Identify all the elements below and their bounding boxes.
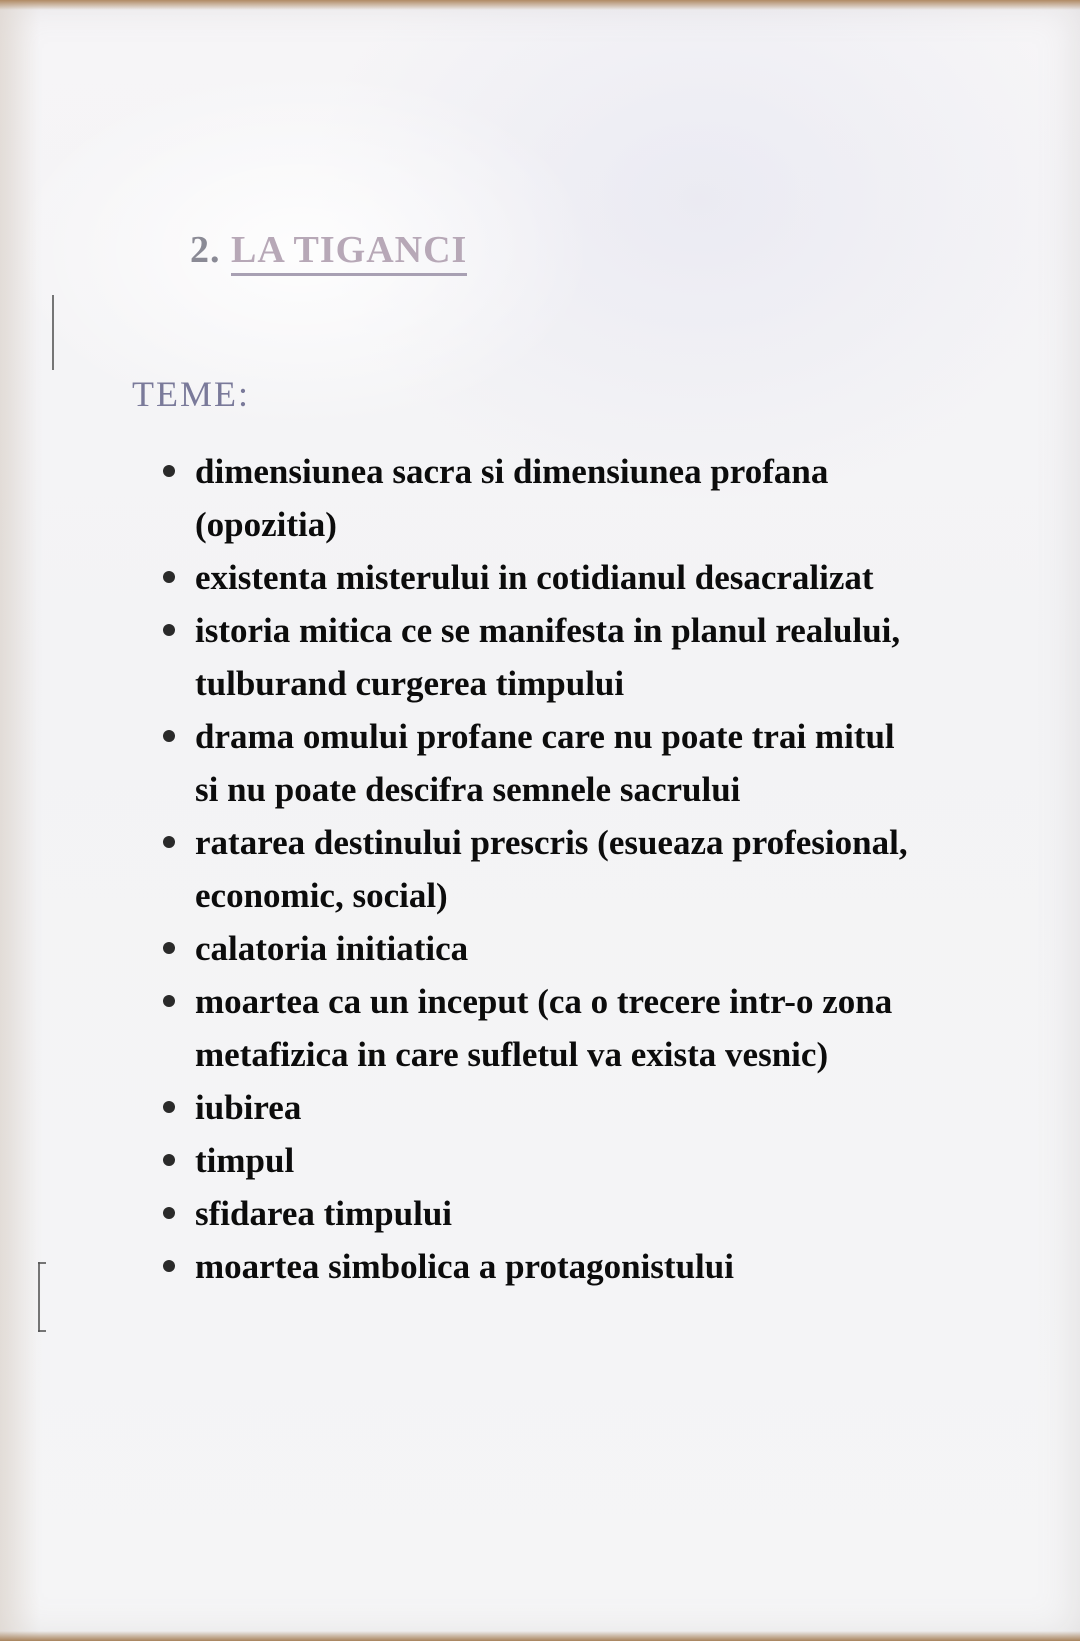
list-item xyxy=(160,551,920,604)
bullet-icon xyxy=(163,995,175,1007)
list-item xyxy=(160,1187,920,1240)
list-item xyxy=(160,975,920,1081)
section-title-text: LA TIGANCI xyxy=(231,229,467,276)
list-item xyxy=(160,604,920,710)
list-item xyxy=(160,816,920,922)
paper-edge-top xyxy=(0,0,1080,10)
list-item xyxy=(160,710,920,816)
bullet-icon xyxy=(163,465,175,477)
bullet-icon xyxy=(163,730,175,742)
margin-bracket-bottom xyxy=(38,1330,46,1332)
bullet-icon xyxy=(163,624,175,636)
themes-list xyxy=(160,445,920,1293)
list-item-text: moartea ca un inceput (ca o trecere intr-o zona metafizica in care sufletul va exista vesnic) xyxy=(195,982,893,1074)
list-item-text: istoria mitica ce se manifesta in planul realului, tulburand curgerea timpului xyxy=(195,611,901,703)
list-item-text: calatoria initiatica xyxy=(195,929,469,968)
list-item-text: existenta misterului in cotidianul desacralizat xyxy=(195,558,874,597)
paper-shadow-left xyxy=(0,0,40,1641)
bullet-icon xyxy=(163,836,175,848)
paper-edge-bottom xyxy=(0,1631,1080,1641)
list-item-text: timpul xyxy=(195,1141,295,1180)
bullet-icon xyxy=(163,1207,175,1219)
list-item xyxy=(160,922,920,975)
list-item-text: sfidarea timpului xyxy=(195,1194,453,1233)
list-item-text: ratarea destinului prescris (esueaza profesional, economic, social) xyxy=(195,823,908,915)
section-title xyxy=(190,228,467,272)
margin-bracket-top xyxy=(38,1262,46,1264)
bullet-icon xyxy=(163,571,175,583)
list-item-text: drama omului profane care nu poate trai mitul si nu poate descifra semnele sacrului xyxy=(195,717,895,809)
list-item xyxy=(160,1240,920,1293)
margin-mark xyxy=(52,295,54,370)
bullet-icon xyxy=(163,1260,175,1272)
themes-heading: TEME: xyxy=(132,374,250,414)
bullet-icon xyxy=(163,1154,175,1166)
list-item-text: iubirea xyxy=(195,1088,302,1127)
list-item-text: moartea simbolica a protagonistului xyxy=(195,1247,734,1286)
bullet-icon xyxy=(163,942,175,954)
list-item xyxy=(160,1081,920,1134)
list-item xyxy=(160,445,920,551)
list-item xyxy=(160,1134,920,1187)
bullet-icon xyxy=(163,1101,175,1113)
section-number: 2. xyxy=(190,229,221,271)
list-item-text: dimensiunea sacra si dimensiunea profana (opozitia) xyxy=(195,452,829,544)
margin-bracket xyxy=(38,1262,40,1332)
